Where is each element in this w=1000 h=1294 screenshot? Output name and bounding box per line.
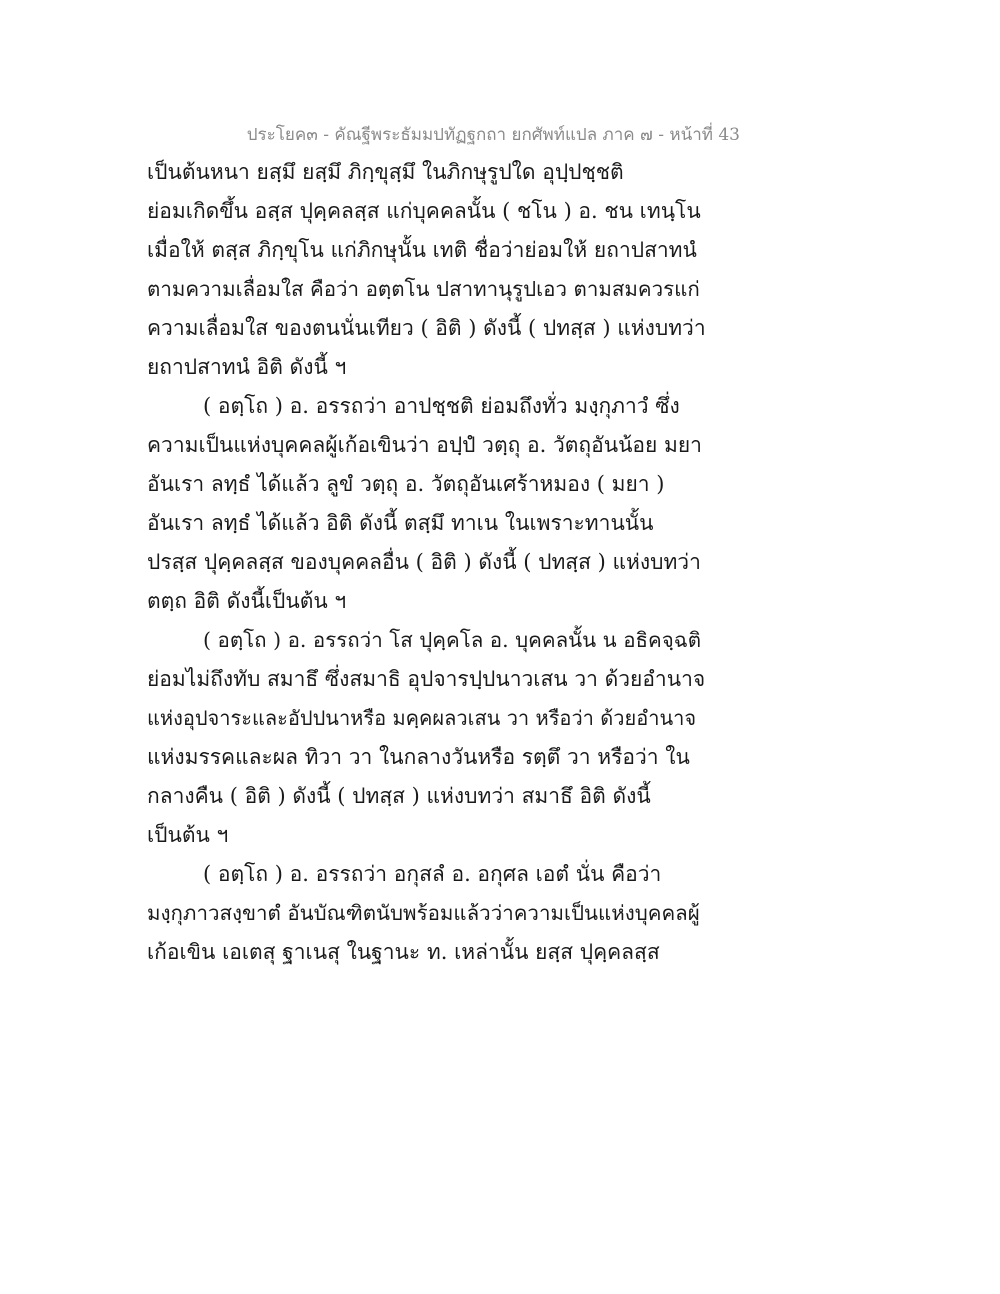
text-line: ยถาปสาทนํ อิติ ดังนี้ ฯ (147, 355, 347, 379)
text-line: ตามความเลื่อมใส คือว่า อตฺตโน ปสาทานุรูปเอว ตามสมควรแก่ (147, 277, 700, 301)
text-line: ปรสฺส ปุคฺคลสฺส ของบุคคลอื่น ( อิติ ) ดังนี้ ( ปทสฺส ) แห่งบทว่า (147, 550, 701, 574)
text-line: ความเลื่อมใส ของตนนั่นเทียว ( อิติ ) ดังนี้ ( ปทสฺส ) แห่งบทว่า (147, 316, 706, 340)
text-line: แห่งอุปจาระและอัปปนาหรือ มคฺคผลวเสน วา หรือว่า ด้วยอำนาจ (147, 706, 697, 730)
text-line: เป็นต้นหนา ยสฺมึ ยสฺมึ ภิกฺขุสฺมึ ในภิกษุรูปใด อุปฺปชฺชติ (147, 160, 624, 184)
text-line: แห่งมรรคและผล ทิวา วา ในกลางวันหรือ รตฺตึ วา หรือว่า ใน (147, 745, 690, 769)
text-line: กลางคืน ( อิติ ) ดังนี้ ( ปทสฺส ) แห่งบทว่า สมาธึ อิติ ดังนี้ (147, 784, 651, 808)
text-line: ความเป็นแห่งบุคคลผู้เก้อเขินว่า อปฺปํ วตฺถุ อ. วัตถุอันน้อย มยา (147, 433, 702, 457)
text-line: ย่อมไม่ถึงทับ สมาธึ ซึ่งสมาธิ อุปจารปฺปนาวเสน วา ด้วยอำนาจ (147, 667, 706, 691)
page-header: ประโยค๓ - คัณฐีพระธัมมปทัฏฐกถา ยกศัพท์แปล ภาค ๗ - หน้าที่ 43 (246, 125, 740, 145)
paragraph-first-line: ( อตฺโถ ) อ. อรรถว่า อกุสลํ อ. อกุศล เอตํ นั่น คือว่า (203, 862, 662, 886)
text-line: ตตฺถ อิติ ดังนี้เป็นต้น ฯ (147, 589, 347, 613)
paragraph-first-line: ( อตฺโถ ) อ. อรรถว่า โส ปุคฺคโล อ. บุคคลนั้น น อธิคจฺฉติ (203, 628, 702, 652)
body-text (147, 153, 707, 972)
text-line: เก้อเขิน เอเตสุ ฐาเนสุ ในฐานะ ท. เหล่านั้น ยสฺส ปุคฺคลสฺส (147, 940, 660, 964)
text-line: เมื่อให้ ตสฺส ภิกฺขุโน แก่ภิกษุนั้น เทติ ชื่อว่าย่อมให้ ยถาปสาทนํ (147, 238, 697, 262)
text-line: เป็นต้น ฯ (147, 823, 229, 847)
text-line: อันเรา ลทฺธํ ได้แล้ว ลูขํ วตฺถุ อ. วัตถุอันเศร้าหมอง ( มยา ) (147, 472, 665, 496)
text-line: มงฺกุภาวสงฺขาตํ อันบัณฑิตนับพร้อมแล้วว่าความเป็นแห่งบุคคลผู้ (147, 901, 700, 925)
text-line: ย่อมเกิดขึ้น อสฺส ปุคฺคลสฺส แก่บุคคลนั้น ( ชโน ) อ. ชน เทนฺโน (147, 199, 701, 223)
text-line: อันเรา ลทฺธํ ได้แล้ว อิติ ดังนี้ ตสฺมึ ทาเน ในเพราะทานนั้น (147, 511, 654, 535)
paragraph-first-line: ( อตฺโถ ) อ. อรรถว่า อาปชฺชติ ย่อมถึงทั่ว มงฺกุภาวํ ซึ่ง (203, 394, 680, 418)
